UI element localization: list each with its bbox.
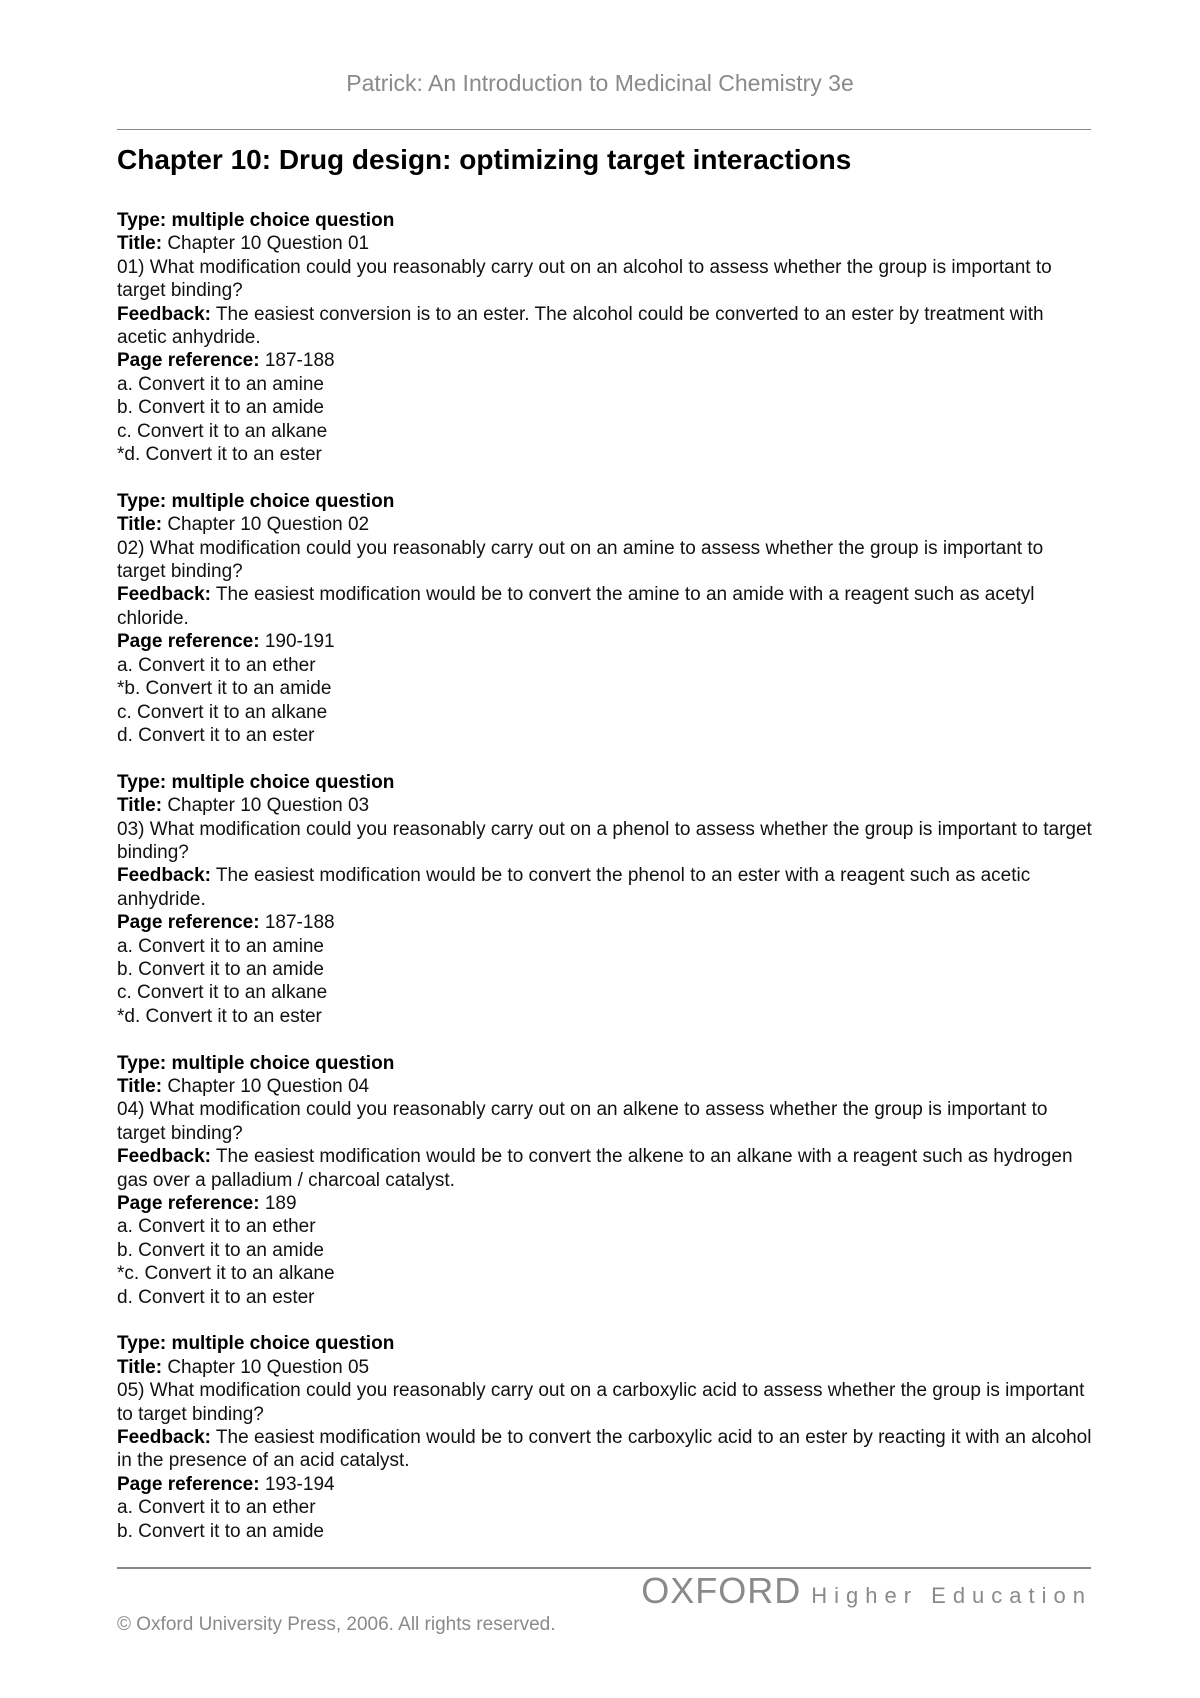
answer-option: a. Convert it to an ether xyxy=(117,1216,316,1238)
question-text-value: 01) What modification could you reasonably carry out on an alcohol to assess whether the group is important to target binding? xyxy=(117,256,1052,302)
question-page-reference xyxy=(117,1473,1097,1496)
question-title-value: Chapter 10 Question 04 xyxy=(167,1075,370,1097)
footer-divider xyxy=(117,1567,1091,1569)
question-page-reference-label: Page reference: xyxy=(117,1193,260,1215)
question-title-value: Chapter 10 Question 02 xyxy=(167,514,370,536)
question-page-reference xyxy=(117,349,1097,372)
oxford-wordmark: OXFORD xyxy=(641,1570,802,1611)
question-type-label: Type: xyxy=(117,771,167,793)
answer-option: *b. Convert it to an amide xyxy=(117,678,332,700)
answer-option: *c. Convert it to an alkane xyxy=(117,1263,335,1285)
question-text-value: 05) What modification could you reasonably carry out on a carboxylic acid to assess whether the group is important to target binding? xyxy=(117,1380,1085,1425)
question-title-value: Chapter 10 Question 01 xyxy=(167,233,370,255)
answer-option: d. Convert it to an ester xyxy=(117,1286,315,1308)
running-header: Patrick: An Introduction to Medicinal Chemistry 3e xyxy=(346,70,854,96)
question-page-reference-label: Page reference: xyxy=(117,912,260,934)
question-type xyxy=(117,209,1097,232)
answer-option: a. Convert it to an ether xyxy=(117,654,316,676)
question-title-label: Title: xyxy=(117,1075,163,1097)
question-text xyxy=(117,1379,1097,1426)
question-text-value: 04) What modification could you reasonably carry out on an alkene to assess whether the group is important to target binding? xyxy=(117,1099,1048,1144)
question-page-reference-value: 190-191 xyxy=(264,631,335,653)
question-feedback-label: Feedback: xyxy=(117,1146,211,1168)
answer-option: a. Convert it to an amine xyxy=(117,935,324,957)
answer-option: b. Convert it to an amide xyxy=(117,1239,324,1261)
answer-option: c. Convert it to an alkane xyxy=(117,701,328,723)
question-title-label: Title: xyxy=(117,514,163,536)
question-feedback xyxy=(117,1426,1097,1473)
question-type xyxy=(117,490,1097,513)
answer-option: d. Convert it to an ester xyxy=(117,724,315,746)
answer-option: b. Convert it to an amide xyxy=(117,1520,324,1542)
question-title-value: Chapter 10 Question 03 xyxy=(167,795,370,817)
question-page-reference-label: Page reference: xyxy=(117,350,260,372)
answer-option: a. Convert it to an amine xyxy=(117,373,324,395)
question-list xyxy=(117,209,1097,1566)
answer-option: *d. Convert it to an ester xyxy=(117,1005,322,1027)
question-block xyxy=(117,1332,1097,1543)
question-title-label: Title: xyxy=(117,795,163,817)
question-block xyxy=(117,1052,1097,1309)
question-text xyxy=(117,537,1097,584)
question-title xyxy=(117,513,1097,536)
question-feedback-label: Feedback: xyxy=(117,303,211,325)
question-page-reference-value: 187-188 xyxy=(264,350,335,372)
question-type-value: multiple choice question xyxy=(171,1333,395,1355)
question-feedback-value: The easiest modification would be to convert the phenol to an ester with a reagent such as acetic anhydride. xyxy=(117,865,1031,910)
question-feedback xyxy=(117,864,1097,911)
answer-option: c. Convert it to an alkane xyxy=(117,420,328,442)
question-type xyxy=(117,771,1097,794)
question-title xyxy=(117,1356,1097,1379)
question-feedback-value: The easiest modification would be to convert the alkene to an alkane with a reagent such as hydrogen gas over a palladium / charcoal catalyst. xyxy=(117,1146,1073,1191)
question-page-reference xyxy=(117,630,1097,653)
question-page-reference-label: Page reference: xyxy=(117,1473,260,1495)
question-title xyxy=(117,794,1097,817)
question-title xyxy=(117,232,1097,255)
question-title-value: Chapter 10 Question 05 xyxy=(167,1356,370,1378)
copyright-notice: © Oxford University Press, 2006. All rights reserved. xyxy=(117,1614,556,1635)
question-text-value: 03) What modification could you reasonably carry out on a phenol to assess whether the group is important to target binding? xyxy=(117,818,1092,863)
question-title xyxy=(117,1075,1097,1098)
question-text xyxy=(117,1098,1097,1145)
question-feedback xyxy=(117,583,1097,630)
chapter-title: Chapter 10: Drug design: optimizing target interactions xyxy=(117,144,852,175)
question-type-label: Type: xyxy=(117,1333,167,1355)
question-type xyxy=(117,1332,1097,1355)
question-type-label: Type: xyxy=(117,210,167,231)
question-feedback-label: Feedback: xyxy=(117,1427,211,1449)
question-text xyxy=(117,818,1097,865)
question-block xyxy=(117,209,1097,466)
question-feedback xyxy=(117,1145,1097,1192)
question-type-value: multiple choice question xyxy=(171,210,395,231)
question-page-reference-value: 189 xyxy=(264,1193,297,1215)
question-title-label: Title: xyxy=(117,233,163,255)
question-page-reference xyxy=(117,1192,1097,1215)
question-type-value: multiple choice question xyxy=(171,771,395,793)
question-feedback-label: Feedback: xyxy=(117,865,211,887)
question-block xyxy=(117,490,1097,747)
answer-option: b. Convert it to an amide xyxy=(117,958,324,980)
header-divider xyxy=(117,129,1091,130)
question-page-reference-value: 187-188 xyxy=(264,912,335,934)
answer-option: a. Convert it to an ether xyxy=(117,1497,316,1519)
question-type-value: multiple choice question xyxy=(171,490,395,512)
answer-option: *d. Convert it to an ester xyxy=(117,444,322,466)
question-title-label: Title: xyxy=(117,1356,163,1378)
question-type xyxy=(117,1052,1097,1075)
higher-education-tagline: Higher Education xyxy=(811,1583,1092,1608)
question-feedback-value: The easiest modification would be to convert the amine to an amide with a reagent such as acetyl chloride. xyxy=(117,584,1035,629)
question-type-label: Type: xyxy=(117,1052,167,1074)
question-page-reference xyxy=(117,911,1097,934)
question-page-reference-label: Page reference: xyxy=(117,631,260,653)
question-feedback-label: Feedback: xyxy=(117,584,211,606)
question-text-value: 02) What modification could you reasonably carry out on an amine to assess whether the group is important to target binding? xyxy=(117,537,1044,583)
question-page-reference-value: 193-194 xyxy=(264,1473,335,1495)
question-text xyxy=(117,256,1097,303)
answer-option: c. Convert it to an alkane xyxy=(117,982,328,1004)
question-type-value: multiple choice question xyxy=(171,1052,395,1074)
question-type-label: Type: xyxy=(117,490,167,512)
question-feedback-value: The easiest conversion is to an ester. The alcohol could be converted to an ester by treatment with acetic anhydride. xyxy=(117,303,1044,349)
question-feedback-value: The easiest modification would be to convert the carboxylic acid to an ester by reacting it with an alcohol in the presence of an acid catalyst. xyxy=(117,1427,1092,1472)
answer-option: b. Convert it to an amide xyxy=(117,397,324,419)
question-block xyxy=(117,771,1097,1028)
publisher-logo xyxy=(641,1570,1092,1612)
question-feedback xyxy=(117,303,1097,350)
